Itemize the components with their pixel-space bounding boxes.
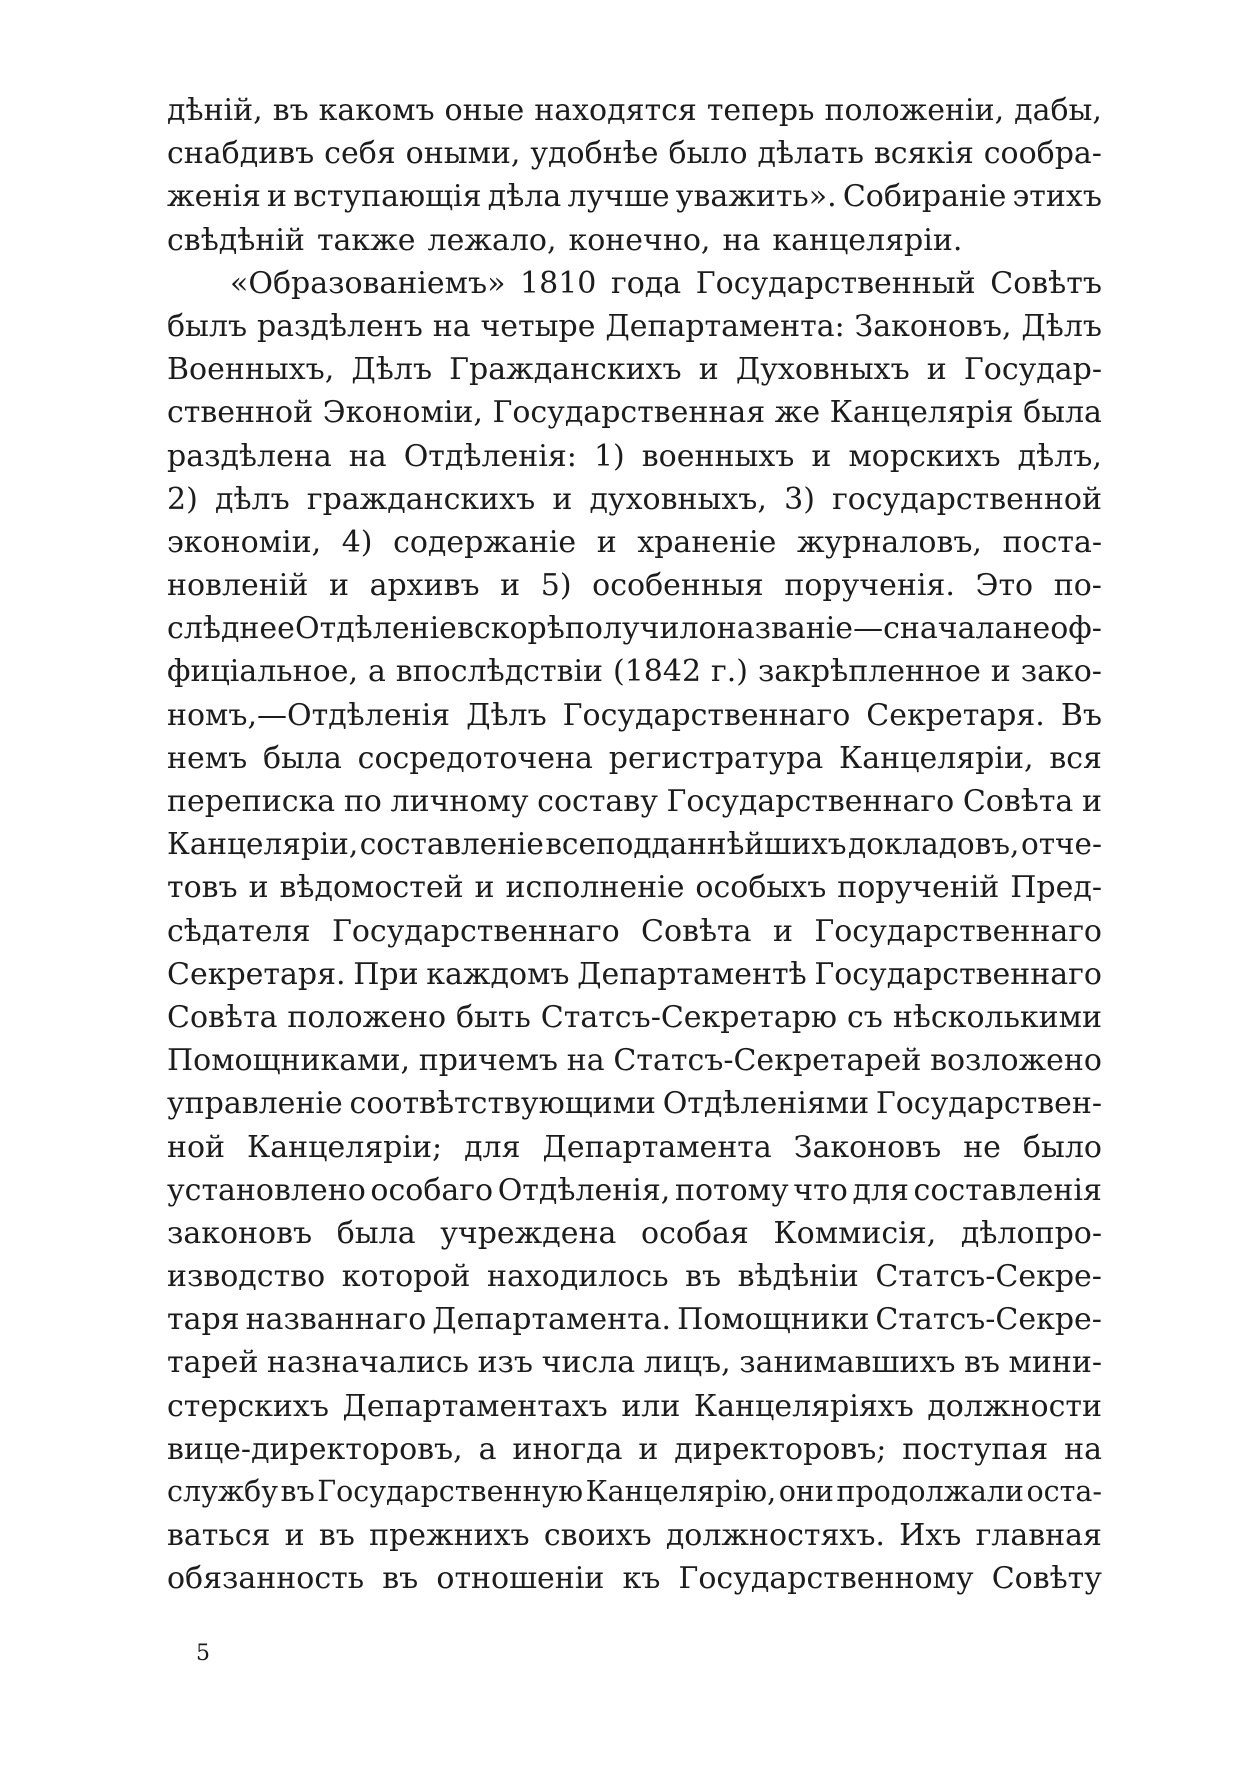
word: Государствен-	[875, 1086, 1102, 1122]
word: военныхъ	[641, 438, 795, 474]
word: для	[464, 1129, 521, 1165]
word: всякія	[873, 136, 974, 172]
word: Департаментахъ	[342, 1388, 608, 1424]
word: потому	[674, 1172, 789, 1208]
word: которой	[341, 1259, 471, 1295]
word: Собираніе	[842, 179, 1007, 215]
word: лучше	[567, 179, 670, 215]
word: иногда	[512, 1431, 623, 1467]
word: Духовныхъ	[735, 352, 910, 388]
word: вступающія	[293, 179, 482, 215]
word: отношеніи	[436, 1561, 605, 1597]
word: и	[1082, 784, 1102, 819]
word: Канцеляріи;	[247, 1129, 443, 1165]
word: въ	[318, 1518, 355, 1554]
text-line	[167, 870, 1102, 913]
word: поступая	[902, 1431, 1049, 1467]
word: Государственная	[492, 395, 766, 431]
word: Статсъ-Секретарю	[540, 999, 838, 1035]
word: службу	[167, 1475, 278, 1508]
word: Канцелярію,	[585, 1475, 777, 1508]
word: на	[566, 1043, 605, 1079]
word: новленій	[167, 568, 309, 604]
word: удобнѣе	[530, 136, 659, 172]
word: ной	[167, 1129, 226, 1165]
word: и	[772, 913, 793, 949]
word: стерскихъ	[167, 1388, 329, 1424]
word: особыхъ	[695, 870, 827, 906]
text-line	[167, 1561, 1102, 1604]
word: вице-директоровъ,	[167, 1431, 463, 1467]
word: Департамента:	[605, 308, 845, 344]
word: Государственный	[695, 265, 976, 301]
word: Военныхъ,	[167, 352, 335, 388]
word: какомъ	[318, 93, 435, 128]
word: Дѣлъ	[1021, 308, 1102, 344]
word: Государственному	[678, 1561, 974, 1597]
text-line	[167, 1518, 1102, 1561]
word: товъ	[167, 870, 238, 906]
word: Совѣта	[641, 913, 752, 949]
word: къ	[622, 1561, 661, 1597]
word: особая	[641, 1215, 749, 1251]
word: назначались	[266, 1345, 470, 1381]
word: Статсъ-Секре-	[875, 1259, 1102, 1295]
word: духовныхъ,	[589, 481, 767, 517]
text-line	[167, 654, 1102, 697]
word: сообра-	[983, 136, 1102, 172]
word: архивъ	[369, 568, 480, 604]
word: было	[668, 136, 748, 172]
word: дѣлать	[757, 136, 864, 172]
word: и	[596, 524, 617, 560]
word: Законовъ	[793, 1129, 942, 1165]
word: Государственную	[317, 1475, 584, 1508]
word: Государ-	[963, 352, 1102, 388]
word: сосредоточена	[357, 740, 593, 776]
word: изводство	[167, 1259, 326, 1295]
word: было	[1022, 1129, 1102, 1165]
word: съ	[846, 999, 883, 1035]
word: свѣдѣній	[167, 222, 305, 258]
word: Помощники	[677, 1302, 870, 1338]
word: 3)	[784, 481, 815, 517]
text-line	[167, 482, 1102, 525]
text-line	[167, 1000, 1102, 1043]
word: исполненіе	[505, 870, 685, 906]
word: дабы,	[1014, 93, 1102, 128]
word: соотвѣтствующими	[349, 1086, 656, 1122]
word: своихъ	[543, 1518, 652, 1554]
word: должностяхъ.	[665, 1518, 885, 1554]
text-line	[167, 827, 1102, 870]
word: нѣсколькими	[892, 999, 1102, 1035]
word: фиціальное,	[167, 654, 358, 690]
text-line	[167, 568, 1102, 611]
word: особенныя	[592, 568, 764, 604]
word: причемъ	[418, 1043, 558, 1079]
word: была	[1023, 395, 1102, 431]
word: особаго	[370, 1172, 494, 1208]
word: и	[552, 481, 573, 517]
word: мини-	[1008, 1345, 1102, 1381]
word: обязанность	[167, 1561, 365, 1597]
word: находилось	[486, 1259, 669, 1295]
word: въ	[272, 93, 309, 128]
word: Секретаря.	[167, 956, 346, 992]
word: (1842	[613, 654, 702, 690]
word: немъ	[167, 740, 248, 776]
word: числа	[541, 1345, 636, 1381]
word: была	[262, 740, 342, 776]
word: въ	[280, 1475, 315, 1508]
word: женія	[167, 179, 261, 215]
word: раздѣленъ	[256, 308, 423, 344]
word: Отдѣленіями	[662, 1086, 870, 1122]
text-line	[167, 1086, 1102, 1129]
word: на	[722, 222, 761, 258]
page-number: 5	[196, 1641, 210, 1666]
word: Государственнаго	[814, 956, 1102, 992]
text-line	[167, 1389, 1102, 1432]
word: уважить».	[675, 179, 837, 215]
text-line	[167, 698, 1102, 741]
word: Статсъ-Секре-	[875, 1302, 1102, 1338]
word: лежало,	[427, 222, 557, 258]
word: слѣднее	[167, 611, 295, 647]
word: Отдѣленіе	[295, 611, 457, 647]
word: раздѣлена	[167, 438, 332, 474]
text-line	[167, 611, 1102, 654]
word: поста-	[1002, 524, 1102, 560]
word: зако-	[1020, 654, 1102, 690]
word: Помощниками,	[167, 1043, 411, 1079]
word: же	[774, 395, 821, 431]
word: и	[248, 870, 269, 906]
text-line	[167, 1345, 1102, 1388]
word: Коммисія,	[773, 1215, 937, 1251]
word: номъ,—Отдѣленія	[167, 697, 451, 733]
text-line	[167, 914, 1102, 957]
word: Департамента	[542, 1129, 772, 1165]
word: 4)	[341, 524, 373, 560]
text-line	[167, 1259, 1102, 1302]
word: положено	[287, 999, 447, 1035]
word: ваться	[167, 1518, 271, 1554]
word: не	[963, 1129, 1001, 1165]
word: сѣдателя	[167, 913, 311, 949]
word: Въ	[1060, 697, 1102, 733]
word: и	[698, 352, 719, 388]
word: составленіе	[359, 827, 544, 862]
word: канцеляріи.	[772, 222, 963, 258]
word: «Образованіемъ»	[230, 265, 506, 301]
word: главная	[975, 1518, 1102, 1554]
word: они	[778, 1475, 834, 1508]
word: экономіи,	[167, 524, 322, 560]
word: Статсъ-Секретарей	[613, 1043, 922, 1079]
word: вскорѣ	[457, 611, 565, 647]
word: Канцеляріи,	[167, 827, 359, 862]
word: установлено	[167, 1172, 366, 1208]
word: Государственнаго	[814, 913, 1102, 949]
text-line	[167, 1130, 1102, 1173]
word: положеніи,	[824, 93, 1005, 128]
word: таря	[167, 1302, 240, 1338]
word: тарей	[167, 1345, 259, 1381]
word: вся	[1049, 740, 1102, 776]
word: по-	[1053, 568, 1102, 604]
word: морскихъ	[848, 438, 1001, 474]
word: четыре	[480, 308, 596, 344]
word: порученія.	[784, 568, 955, 604]
text-line	[167, 1216, 1102, 1259]
word: дѣла	[487, 179, 562, 215]
word: гражданскихъ	[306, 481, 536, 517]
word: лицъ,	[643, 1345, 731, 1381]
text-line	[167, 223, 1102, 266]
word: неоф-	[1012, 611, 1102, 647]
word: При	[353, 956, 419, 992]
word: впослѣдствіи	[395, 654, 604, 690]
text-line	[167, 1173, 1102, 1216]
word: въ	[382, 1561, 419, 1597]
word: года	[611, 265, 682, 301]
word: Совѣту	[991, 1561, 1102, 1597]
word: Канцеляріи,	[839, 740, 1034, 776]
word: переписка	[167, 784, 336, 819]
word: и	[811, 438, 832, 474]
word: быть	[455, 999, 531, 1035]
word: и	[474, 870, 495, 906]
word: и	[267, 179, 288, 215]
word: Департамента.	[432, 1302, 672, 1338]
word: прежнихъ	[369, 1518, 530, 1554]
word: государственной	[832, 481, 1102, 517]
word: 1)	[593, 438, 625, 474]
word: Государственнаго	[332, 913, 620, 949]
word: храненіе	[637, 524, 777, 560]
word: Канцелярія	[829, 395, 1014, 431]
text-line	[167, 741, 1102, 784]
word: и	[990, 654, 1011, 690]
word: дѣлъ	[214, 481, 290, 517]
word: и	[328, 568, 349, 604]
word: Канцеляріяхъ	[693, 1388, 914, 1424]
word: на	[348, 438, 387, 474]
text-line	[167, 1432, 1102, 1475]
word: составленія	[913, 1172, 1102, 1208]
word: Пред-	[1010, 870, 1102, 906]
word: на	[1064, 1431, 1102, 1467]
text-line	[167, 439, 1102, 482]
word: Экономіи,	[322, 395, 483, 431]
word: 5)	[540, 568, 572, 604]
word: Отдѣленія:	[403, 438, 577, 474]
word: Секретаря.	[866, 697, 1045, 733]
text-line	[167, 309, 1102, 352]
word: а	[478, 1431, 497, 1467]
word: изъ	[477, 1345, 534, 1381]
word: директоровъ;	[674, 1431, 887, 1467]
word: составу	[537, 784, 658, 819]
word: каждомъ	[426, 956, 570, 992]
word: Отдѣленія,	[497, 1172, 671, 1208]
word: возложено	[930, 1043, 1102, 1079]
word: въ	[685, 1259, 722, 1295]
word: Дѣлъ	[351, 352, 433, 388]
word: Гражданскихъ	[449, 352, 682, 388]
word: была	[336, 1215, 416, 1251]
word: журналовъ,	[796, 524, 982, 560]
word: и	[638, 1431, 659, 1467]
word: докладовъ,	[848, 827, 1020, 862]
word: по	[343, 784, 382, 819]
word: названнаго	[245, 1302, 427, 1338]
word: дѣній,	[167, 93, 263, 128]
word: былъ	[167, 308, 248, 344]
text-line	[167, 179, 1102, 222]
word: Дѣлъ	[466, 697, 547, 733]
word: и	[284, 1518, 305, 1554]
text-line	[167, 352, 1102, 395]
text-line	[167, 1302, 1102, 1345]
word: оные	[444, 93, 525, 128]
word: Департаментѣ	[577, 956, 807, 992]
word: Законовъ,	[854, 308, 1012, 344]
word: также	[316, 222, 416, 258]
word: порученій	[837, 870, 1000, 906]
word: или	[621, 1388, 681, 1424]
word: занимавшихъ	[739, 1345, 956, 1381]
word: Государственнаго	[562, 697, 851, 733]
word: дѣлопро-	[960, 1215, 1102, 1251]
word: Это	[975, 568, 1034, 604]
word: всеподданнѣйшихъ	[545, 827, 847, 862]
word: Совѣтъ	[990, 265, 1102, 301]
word: снабдивъ	[167, 136, 315, 172]
text-line	[167, 1043, 1102, 1086]
text-line	[167, 266, 1102, 309]
text-line	[167, 395, 1102, 438]
word: законовъ	[167, 1215, 313, 1251]
text-line	[167, 957, 1102, 1000]
word: конечно,	[568, 222, 711, 258]
word: г.)	[711, 654, 748, 690]
text-line	[167, 784, 1102, 827]
word: теперь	[706, 93, 815, 128]
word: оста-	[1026, 1475, 1102, 1508]
word: въ	[964, 1345, 1000, 1381]
word: ственной	[167, 395, 314, 431]
word: дѣлъ,	[1017, 438, 1102, 474]
word: должности	[927, 1388, 1102, 1424]
word: содержаніе	[393, 524, 577, 560]
word: себя	[324, 136, 396, 172]
word: Государственнаго	[666, 784, 955, 819]
word: продолжали	[836, 1475, 1024, 1508]
word: учреждена	[440, 1215, 617, 1251]
word: Совѣта	[167, 999, 278, 1035]
word: что	[793, 1172, 848, 1208]
text-line	[167, 93, 1102, 136]
text-line	[167, 525, 1102, 568]
word: 2)	[167, 481, 198, 517]
word: Совѣта	[962, 784, 1074, 819]
word: на	[432, 308, 471, 344]
text-line	[167, 1475, 1102, 1518]
word: названіе—сначала	[716, 611, 1013, 647]
word: находятся	[534, 93, 697, 128]
word: отче-	[1020, 827, 1102, 862]
word: и	[926, 352, 947, 388]
word: и	[500, 568, 521, 604]
word: Ихъ	[899, 1518, 962, 1554]
text-line	[167, 136, 1102, 179]
word: управленіе	[167, 1086, 343, 1122]
word: получило	[564, 611, 717, 647]
word: этихъ	[1012, 179, 1102, 215]
word: для	[852, 1172, 909, 1208]
word: вѣдѣніи	[737, 1259, 859, 1295]
word: личному	[390, 784, 529, 819]
word: вѣдомостей	[279, 870, 464, 906]
word: оными,	[405, 136, 521, 172]
word: а	[367, 654, 386, 690]
word: 1810	[520, 265, 597, 301]
body-text	[167, 93, 1102, 1605]
word: регистратура	[608, 740, 824, 776]
word: закрѣпленное	[757, 654, 981, 690]
